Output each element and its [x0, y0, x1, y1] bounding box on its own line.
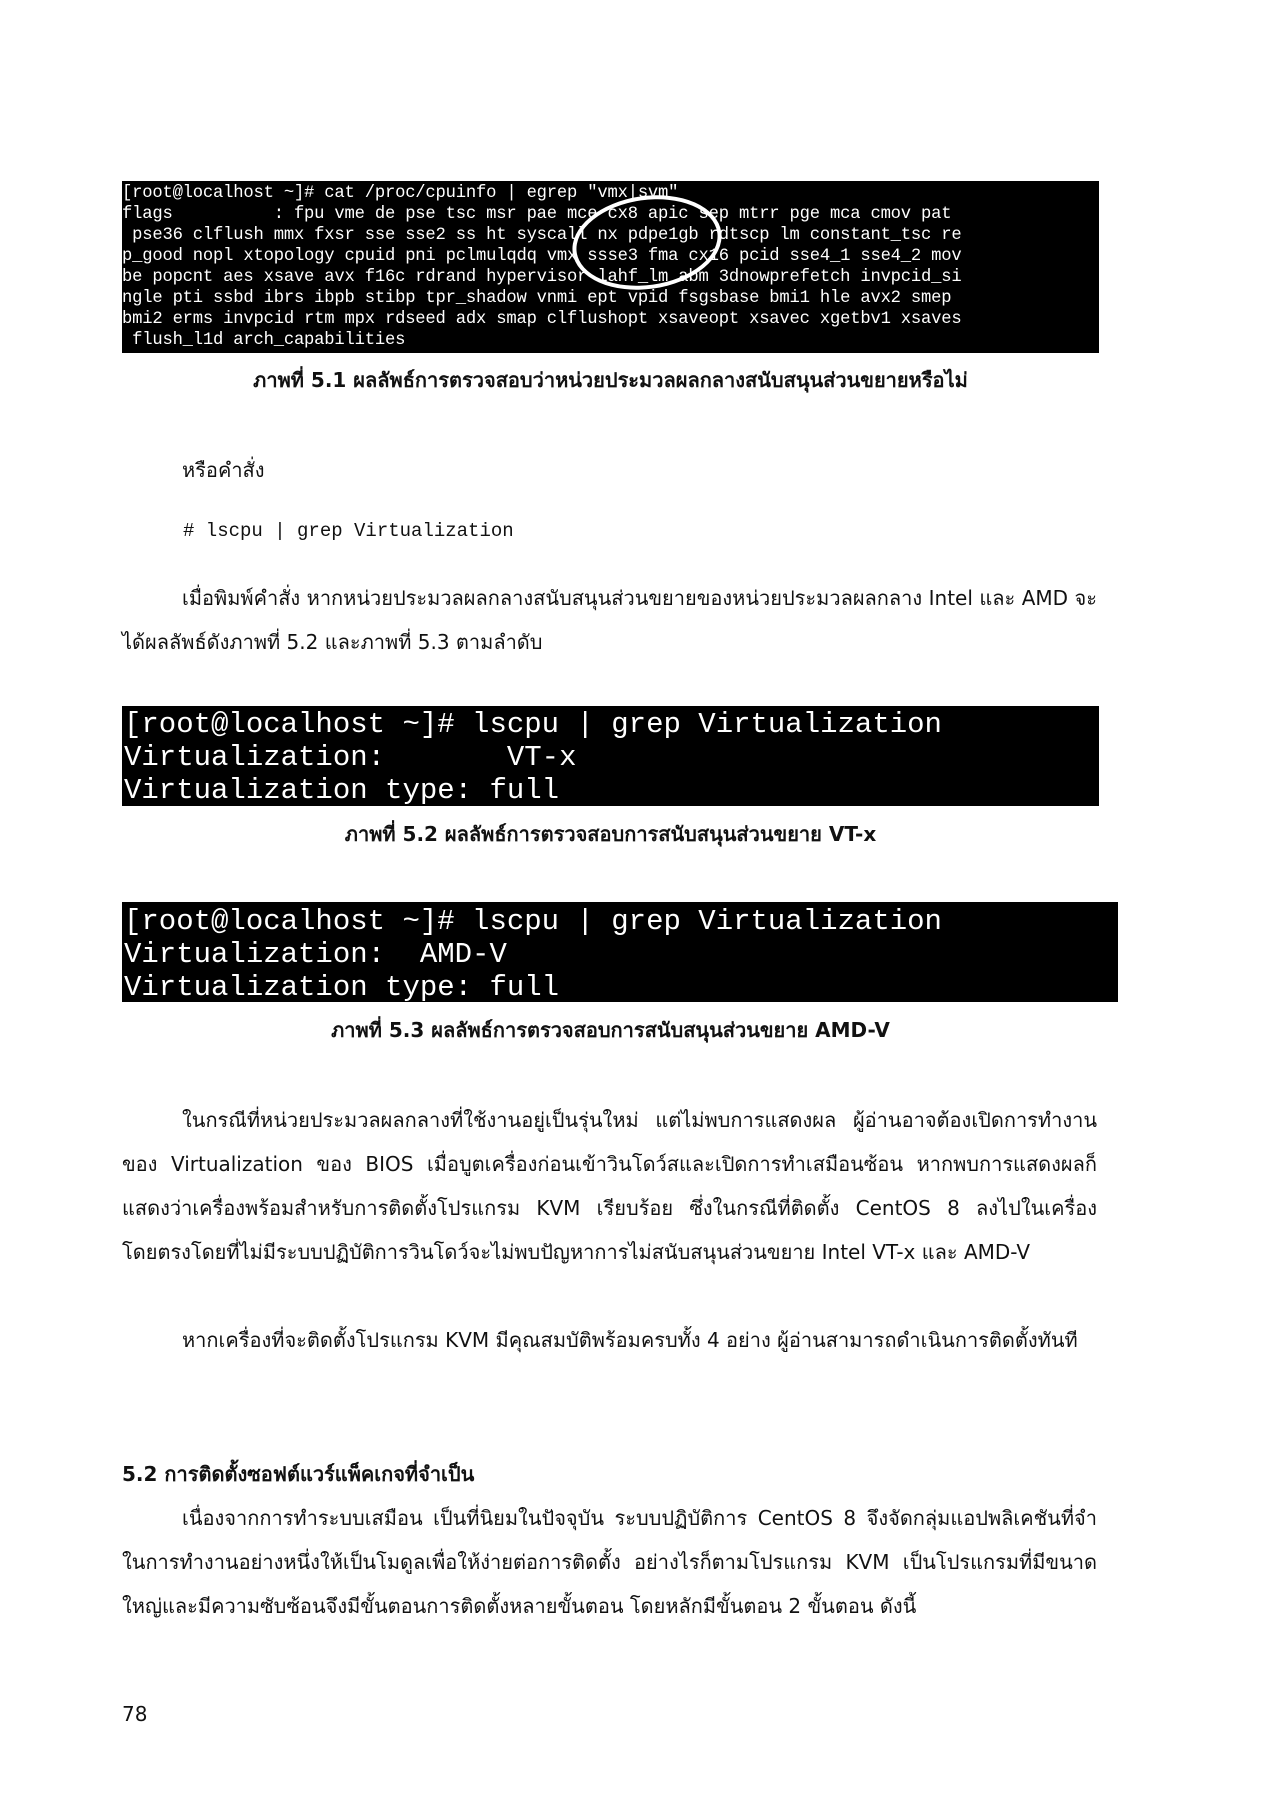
terminal-line: Virtualization: VT-x [124, 741, 577, 774]
terminal-line: pse36 clflush mmx fxsr sse sse2 ss ht syscall nx pdpe1gb rdtscp lm constant_tsc re [122, 226, 962, 245]
intro-paragraph [122, 576, 1097, 664]
lscpu-command: # lscpu | grep Virtualization [183, 520, 514, 542]
figure-5-2-caption: ภาพที่ 5.2 ผลลัพธ์การตรวจสอบการสนับสนุนส่วนขยาย VT-x [344, 822, 877, 846]
bios-paragraph [122, 1098, 1097, 1274]
figure-5-3-caption: ภาพที่ 5.3 ผลลัพธ์การตรวจสอบการสนับสนุนส่วนขยาย AMD-V [331, 1018, 890, 1042]
page-number: 78 [122, 1702, 148, 1726]
ready-paragraph-text: หากเครื่องที่จะติดตั้งโปรแกรม KVM มีคุณสมบัติพร้อมครบทั้ง 4 อย่าง ผู้อ่านสามารถดำเนินการติดตั้งทันที [182, 1328, 1078, 1352]
figure-5-3-terminal [122, 902, 1118, 1002]
bios-paragraph-text: ในกรณีที่หน่วยประมวลผลกลางที่ใช้งานอยู่เป็นรุ่นใหม่ แต่ไม่พบการแสดงผล ผู้อ่านอาจต้องเปิดการทำงานของ Virtualization ของ BIOS เมื่อบูตเครื่องก่อนเข้าวินโดว์สและเปิดการทำเสมือนซ้อน หากพบการแสดงผลก็แสดงว่าเครื่องพร้อมสำหรับการติดตั้งโปรแกรม KVM เรียบร้อย ซึ่งในกรณีที่ติดตั้ง CentOS 8 ลงไปในเครื่องโดยตรงโดยที่ไม่มีระบบปฏิบัติการวินโดว์จะไม่พบปัญหาการไม่สนับสนุนส่วนขยาย Intel VT-x และ AMD-V [122, 1108, 1097, 1264]
figure-5-2-terminal [122, 706, 1099, 806]
intro-paragraph-text: เมื่อพิมพ์คำสั่ง หากหน่วยประมวลผลกลางสนับสนุนส่วนขยายของหน่วยประมวลผลกลาง Intel และ AMD จะได้ผลลัพธ์ดังภาพที่ 5.2 และภาพที่ 5.3 ตามลำดับ [122, 586, 1097, 654]
section-heading: 5.2 การติดตั้งซอฟต์แวร์แพ็คเกจที่จำเป็น [122, 1462, 475, 1486]
install-paragraph-text: เนื่องจากการทำระบบเสมือน เป็นที่นิยมในปัจจุบัน ระบบปฏิบัติการ CentOS 8 จึงจัดกลุ่มแอปพลิเคชันที่จำในการทำงานอย่างหนึ่งให้เป็นโมดูลเพื่อให้ง่ายต่อการติดตั้ง อย่างไรก็ตามโปรแกรม KVM เป็นโปรแกรมที่มีขนาดใหญ่และมีความซับซ้อนจึงมีขั้นตอนการติดตั้งหลายขั้นตอน โดยหลักมีขั้นตอน 2 ขั้นตอน ดังนี้ [122, 1506, 1097, 1618]
terminal-line: [root@localhost ~]# lscpu | grep Virtualization [124, 708, 942, 741]
terminal-line: p_good nopl xtopology cpuid pni pclmulqdq vmx ssse3 fma cx16 pcid sse4_1 sse4_2 mov [122, 247, 962, 266]
terminal-line: flush_l1d arch_capabilities [122, 331, 406, 350]
install-paragraph [122, 1496, 1097, 1628]
terminal-line: [root@localhost ~]# lscpu | grep Virtualization [124, 905, 942, 938]
or-command-paragraph [122, 448, 1097, 492]
terminal-line: flags : fpu vme de pse tsc msr pae mce cx8 apic sep mtrr pge mca cmov pat [122, 205, 952, 224]
figure-5-1-caption: ภาพที่ 5.1 ผลลัพธ์การตรวจสอบว่าหน่วยประมวลผลกลางสนับสนุนส่วนขยายหรือไม่ [253, 368, 968, 392]
terminal-line: Virtualization: AMD-V [124, 938, 507, 971]
terminal-line: [root@localhost ~]# cat /proc/cpuinfo | egrep "vmx|svm" [122, 184, 679, 203]
or-command-text: หรือคำสั่ง [182, 458, 265, 482]
terminal-line: be popcnt aes xsave avx f16c rdrand hypervisor lahf_lm abm 3dnowprefetch invpcid_si [122, 268, 962, 287]
terminal-line: Virtualization type: full [124, 774, 560, 806]
terminal-line: bmi2 erms invpcid rtm mpx rdseed adx smap clflushopt xsaveopt xsavec xgetbv1 xsaves [122, 310, 962, 329]
terminal-line: ngle pti ssbd ibrs ibpb stibp tpr_shadow vnmi ept vpid fsgsbase bmi1 hle avx2 smep [122, 289, 952, 308]
terminal-line: Virtualization type: full [124, 971, 560, 1002]
ready-paragraph [122, 1318, 1097, 1362]
